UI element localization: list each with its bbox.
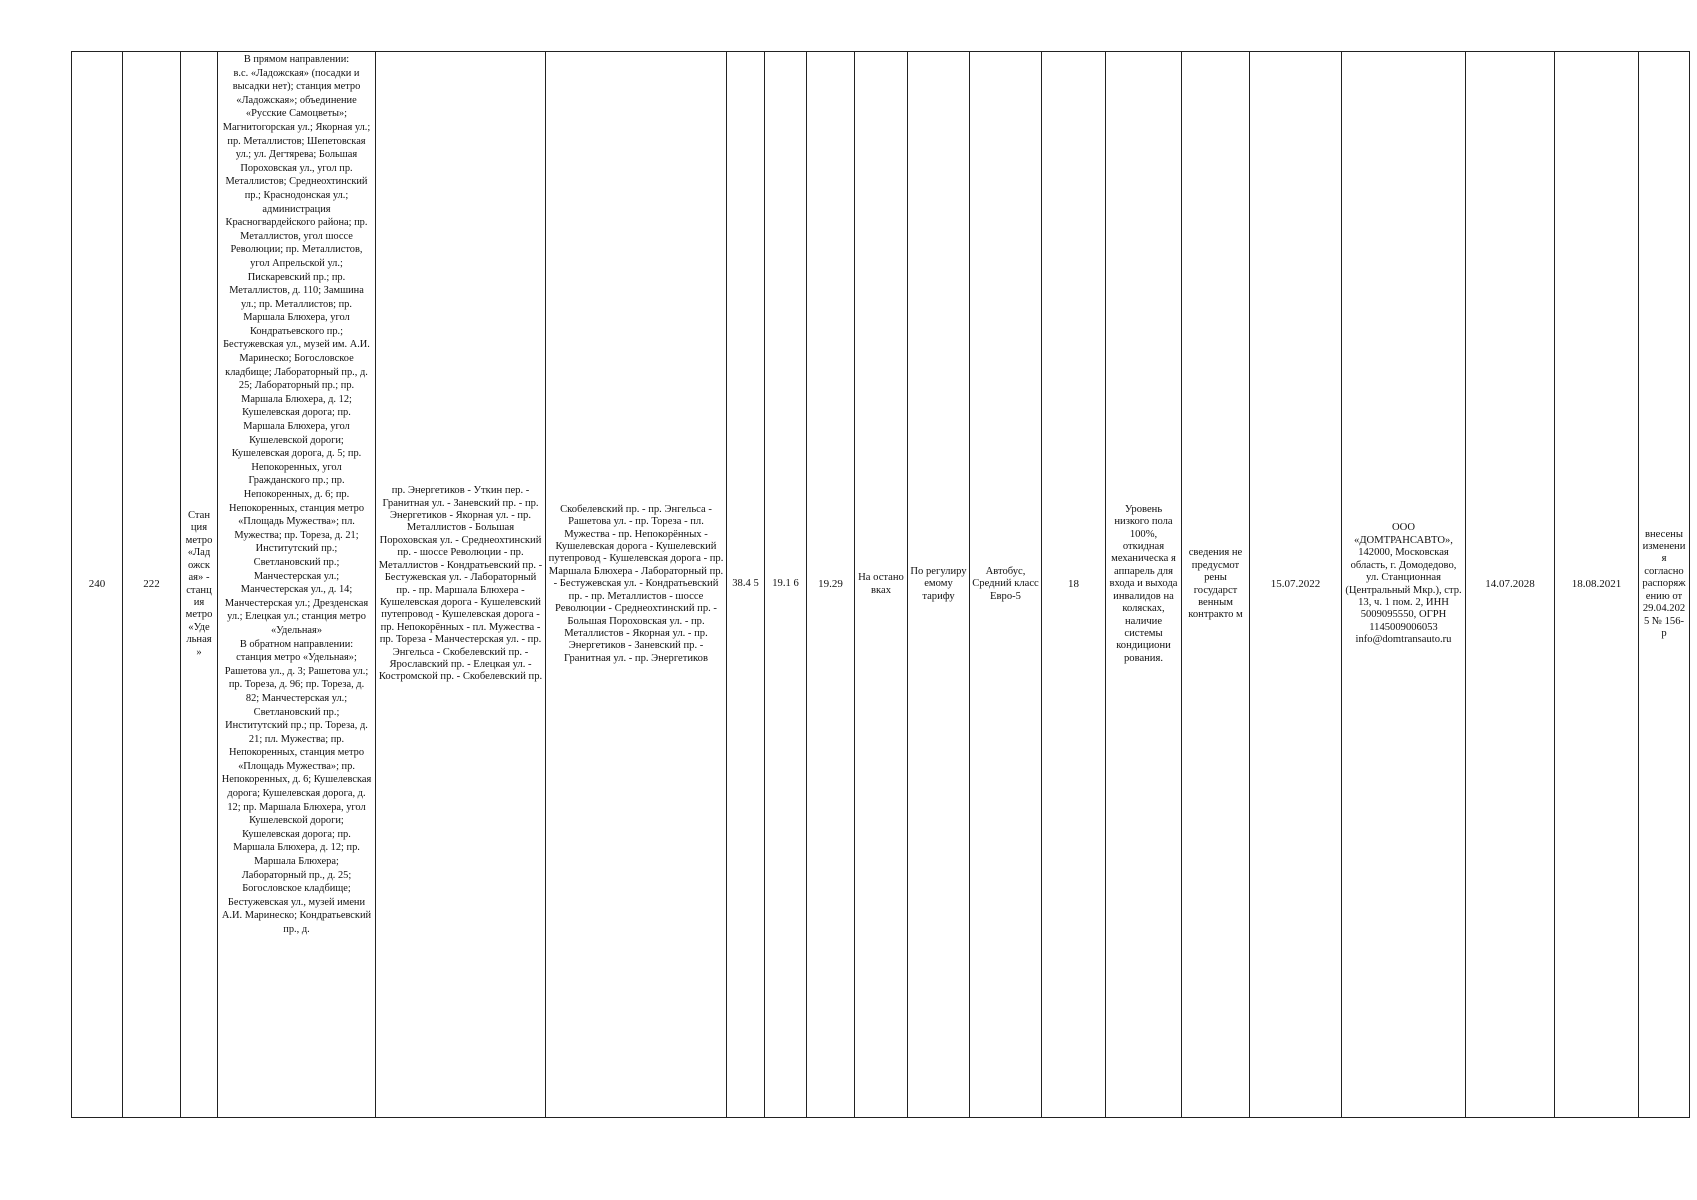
contract-info-cell: сведения не предусмот рены государст венным контракто м: [1182, 52, 1250, 1118]
reg-number-cell: 240: [72, 52, 123, 1118]
vehicle-cell: Автобус, Средний класс Евро-5: [970, 52, 1042, 1118]
vehicle-features-cell: Уровень низкого пола 100%, откидная механическа я аппарель для входа и выхода инвалидов на колясках, наличие системы кондициони рования.: [1106, 52, 1182, 1118]
length-forward-cell: 38.4 5: [727, 52, 765, 1118]
boarding-order-cell: На остано вках: [855, 52, 908, 1118]
start-date-cell: 15.07.2022: [1250, 52, 1342, 1118]
route-number-cell: 222: [123, 52, 181, 1118]
stops-backward-list: станция метро «Удельная»; Рашетова ул., д. 3; Рашетова ул.; пр. Тореза, д. 96; пр. Тореза, д. 82; Манчестерская ул.; Светлановский пр.; Институтский пр.; пр. Тореза, д. 21; пл. Мужества; пр. Непокоренных, станция метро «Площадь Мужества»; пр. Непокоренных, д. 6; Кушелевская дорога; Кушелевская дорога, д. 12; пр. Маршала Блюхера, угол Кушелевской дороги; Кушелевская дорога; пр. Маршала Блюхера, д. 12; пр. Маршала Блюхера; Лабораторный пр., д. 25; Богословское кладбище; Бестужевская ул., музей имени А.И. Маринеско; Кондратьевский пр., д.: [221, 652, 372, 935]
stops-backward-header: В обратном направлении:: [239, 638, 354, 650]
length-total-cell: 19.29: [807, 52, 855, 1118]
carrier-cell: ООО «ДОМТРАНСАВТО», 142000, Московская область, г. Домодедово, ул. Станционная (Центральный Мкр.), стр. 13, ч. 1 пом. 2, ИНН 5009095550, ОГРН 1145009006053 info@domtransauto.ru: [1342, 52, 1466, 1118]
length-backward-cell: 19.1 6: [765, 52, 807, 1118]
stops-forward-list: в.с. «Ладожская» (посадки и высадки нет); станция метро «Ладожская»; объединение «Русские Самоцветы»; Магнитогорская ул.; Якорная ул.; пр. Металлистов; Шепетовская ул.; ул. Дегтярева; Большая Пороховская ул., угол пр. Металлистов; Среднеохтинский пр.; Краснодонская ул.; администрация Красногвардейского района; пр. Металлистов, угол шоссе Революции; пр. Металлистов, угол Апрельской ул.; Пискаревский пр.; пр. Металлистов, д. 110; Замшина ул.; пр. Металлистов; пр. Маршала Блюхера, угол Кондратьевского пр.; Бестужевская ул., музей им. А.И. Маринеско; Богословское кладбище; Лабораторный пр., д. 25; Лабораторный пр.; пр. Маршала Блюхера, д. 12; Кушелевская дорога; пр. Маршала Блюхера, угол Кушелевской дороги; Кушелевская дорога, д. 5; пр. Непокоренных, угол Гражданского пр.; пр. Непокоренных, д. 6; пр. Непокоренных, станция метро «Площадь Мужества»; пл. Мужества; пр. Тореза, д. 21; Институтский пр.; Светлановский пр.; Манчестерская ул.; Манчестерская ул., д. 14; Манчестерская ул.; Дрезденская ул.; Елецкая ул.; станция метро «Удельная»: [222, 67, 371, 636]
change-date-cell: 18.08.2021: [1555, 52, 1639, 1118]
routes-table: [71, 51, 1690, 1118]
table-row: [72, 52, 1690, 1118]
stops-cell: [218, 52, 376, 1118]
streets-forward-cell: пр. Энергетиков - Уткин пер. - Гранитная ул. - Заневский пр. - пр. Энергетиков - Якорная ул. - пр. Металлистов - Большая Пороховская ул. - Среднеохтинский пр. - шоссе Революции - пр. Металлистов - Кондратьевский пр. - Бестужевская ул. - Лабораторный пр. - пр. Маршала Блюхера - Кушелевская дорога - Кушелевский путепровод - Кушелевская дорога - пр. Непокорённых - пл. Мужества - пр. Тореза - Манчестерская ул. - пр. Энгельса - Скобелевский пр. - Ярославский пр. - Елецкая ул. - Костромской пр. - Скобелевский пр.: [376, 52, 546, 1118]
stops-forward-header: В прямом направлении:: [243, 54, 350, 65]
end-date-cell: 14.07.2028: [1466, 52, 1555, 1118]
streets-backward-cell: Скобелевский пр. - пр. Энгельса - Рашетова ул. - пр. Тореза - пл. Мужества - пр. Непокорённых - Кушелевская дорога - Кушелевский путепровод - Кушелевская дорога - пр. Маршала Блюхера - Лабораторный пр. - Бестужевская ул. - Кондратьевский пр. - пр. Металлистов - шоссе Революции - Среднеохтинский пр. - Большая Пороховская ул. - пр. Металлистов - Якорная ул. - пр. Энергетиков - Заневский пр. - Гранитная ул. - пр. Энергетиков: [546, 52, 727, 1118]
notes-cell: внесены изменени я согласно распоряж ению от 29.04.202 5 № 156- р: [1639, 52, 1690, 1118]
vehicle-count-cell: 18: [1042, 52, 1106, 1118]
tariff-cell: По регулиру емому тарифу: [908, 52, 970, 1118]
route-name-cell: Стан ция метро «Лад ожск ая» - станц ия метро «Уде льная »: [181, 52, 218, 1118]
